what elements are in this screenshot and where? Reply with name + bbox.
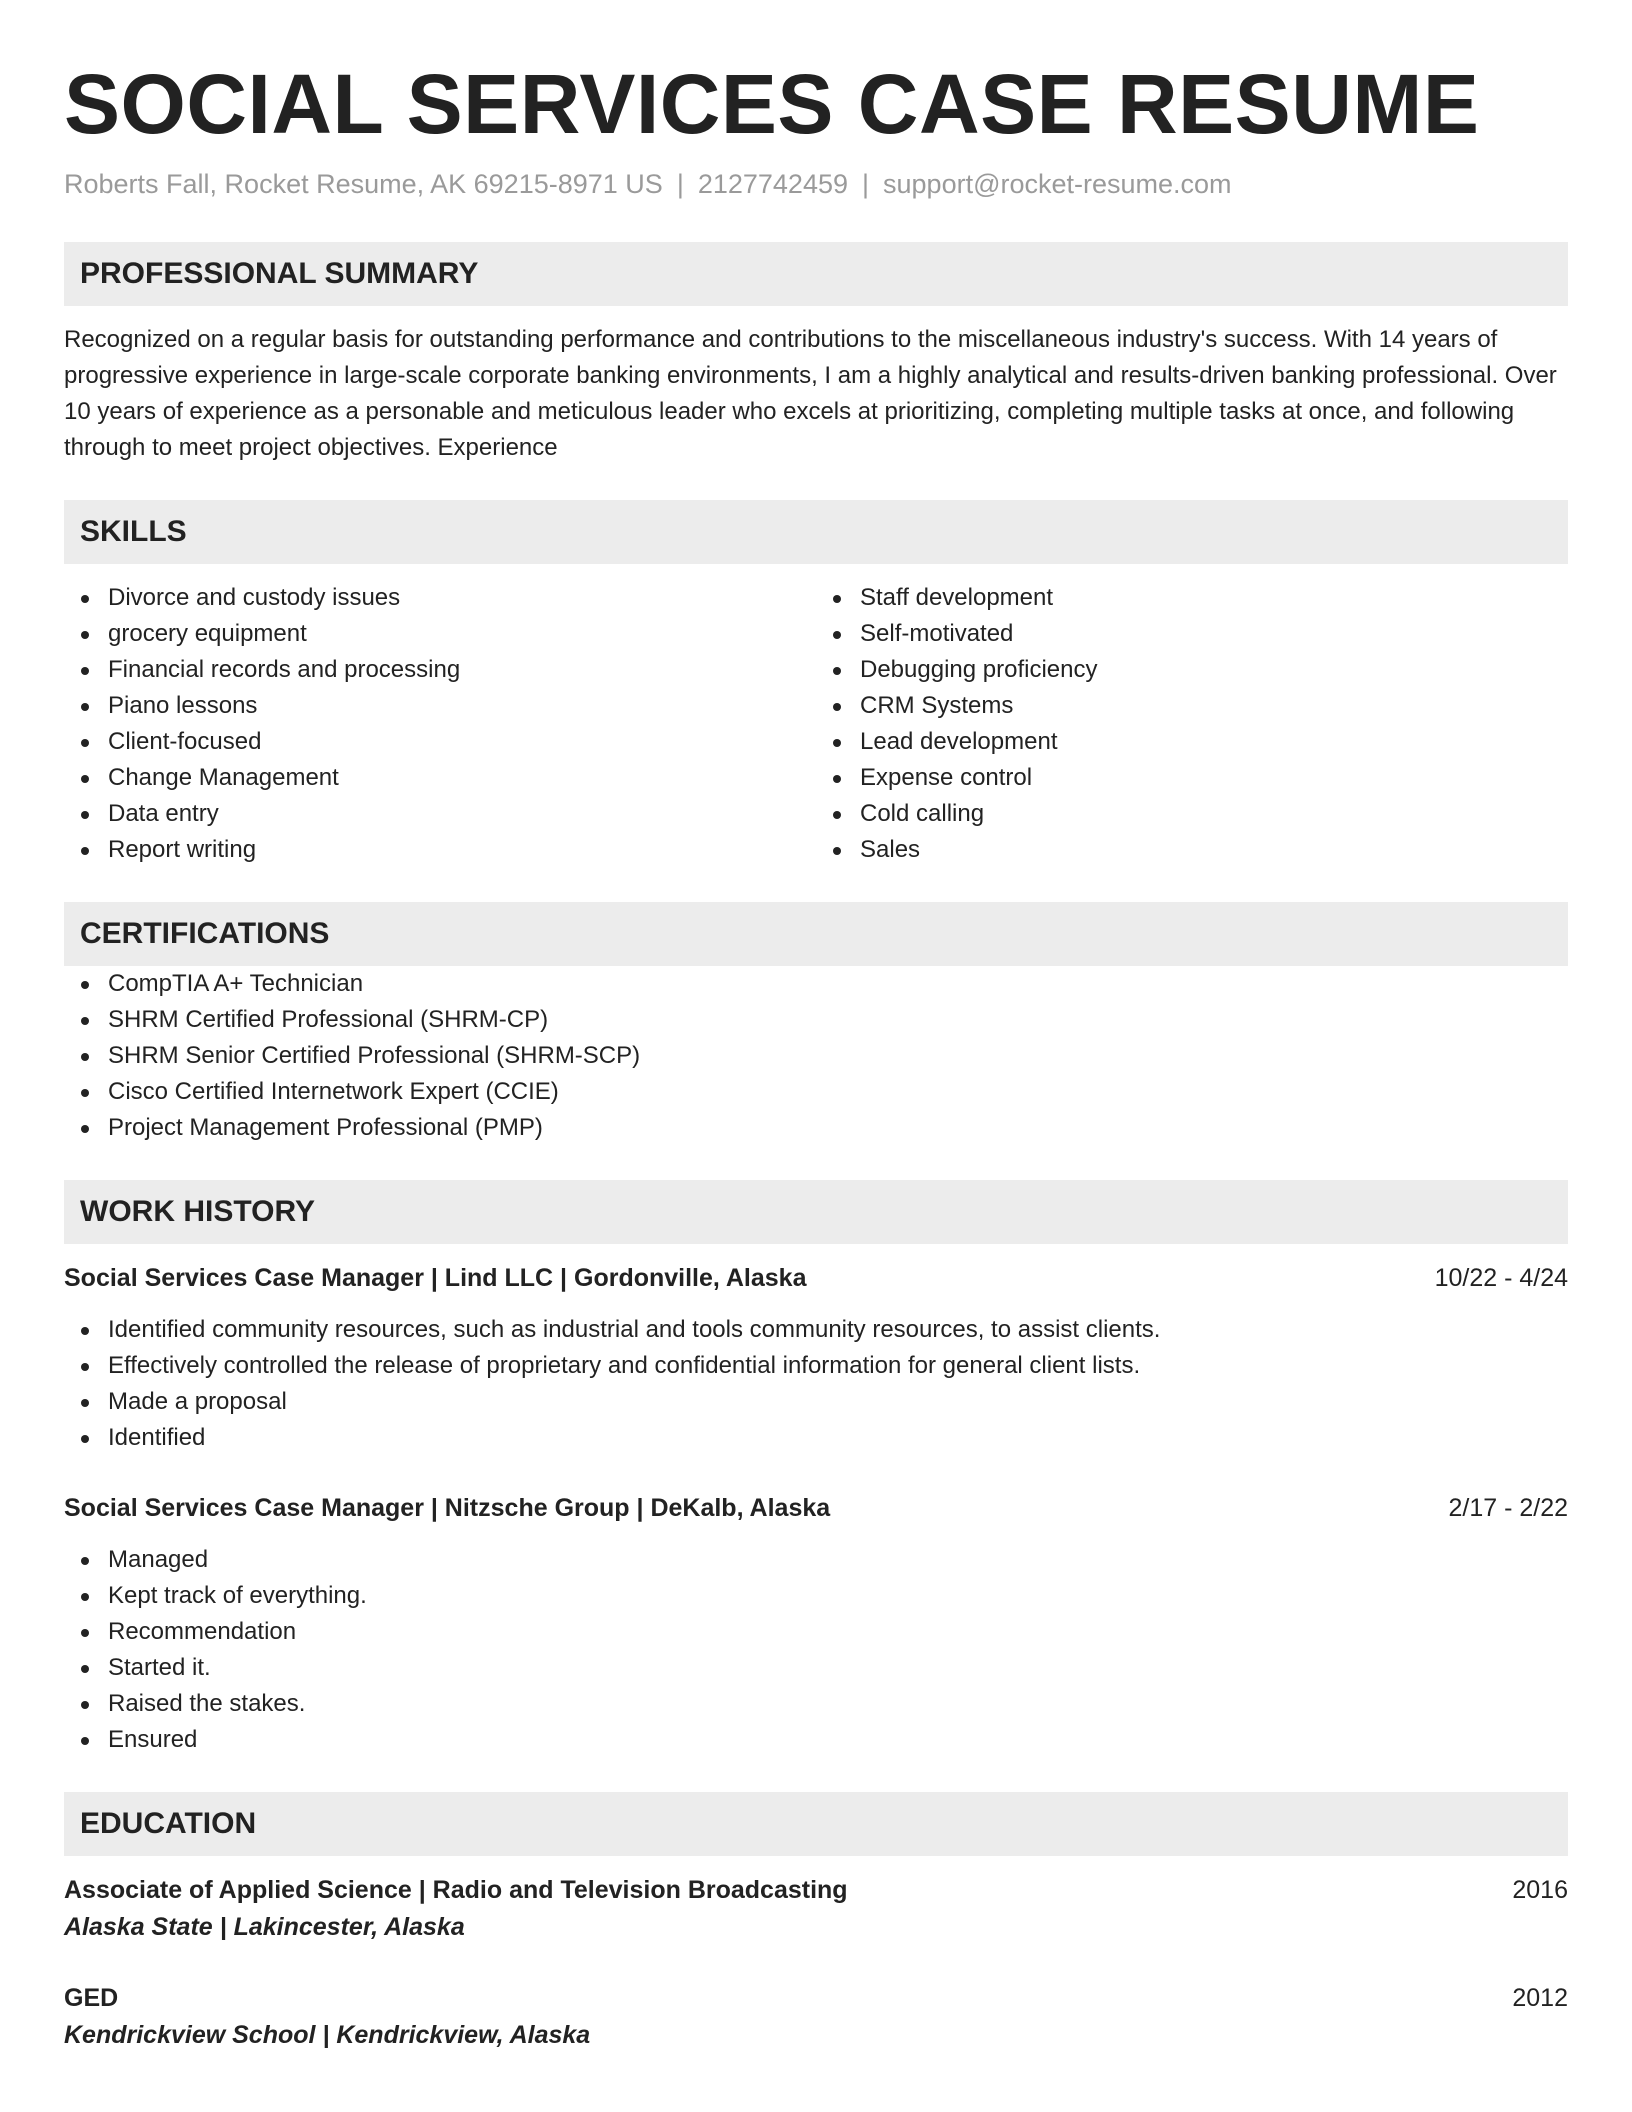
- skill-item: CRM Systems: [816, 688, 1568, 724]
- education-header: [64, 1872, 1568, 1908]
- certification-item: CompTIA A+ Technician: [64, 966, 1568, 1002]
- skill-item: Debugging proficiency: [816, 652, 1568, 688]
- skills-column-right: [816, 580, 1568, 868]
- education-entry: [64, 1980, 1568, 2054]
- contact-phone: 2127742459: [697, 169, 848, 199]
- work-history-section: [64, 1180, 1568, 1758]
- skill-item: Sales: [816, 832, 1568, 868]
- skill-item: Data entry: [64, 796, 816, 832]
- job-bullet: Effectively controlled the release of proprietary and confidential information for general client lists.: [64, 1348, 1568, 1384]
- certification-item: SHRM Certified Professional (SHRM-CP): [64, 1002, 1568, 1038]
- skills-columns: [64, 580, 1568, 868]
- job-bullets: [64, 1312, 1568, 1456]
- job-bullet: Kept track of everything.: [64, 1578, 1568, 1614]
- job-bullet: Made a proposal: [64, 1384, 1568, 1420]
- contact-address: Roberts Fall, Rocket Resume, AK 69215-8971 US: [64, 169, 663, 199]
- job-bullet: Ensured: [64, 1722, 1568, 1758]
- skills-column-left: [64, 580, 816, 868]
- job-bullet: Managed: [64, 1542, 1568, 1578]
- job-title: Social Services Case Manager | Nitzsche Group | DeKalb, Alaska: [64, 1494, 831, 1522]
- job-bullets: [64, 1542, 1568, 1758]
- education-header: [64, 1980, 1568, 2016]
- job-bullet: Raised the stakes.: [64, 1686, 1568, 1722]
- skill-item: Cold calling: [816, 796, 1568, 832]
- certifications-list: [64, 966, 1568, 1146]
- skill-item: Piano lessons: [64, 688, 816, 724]
- education-school: Kendrickview School | Kendrickview, Alaska: [64, 2021, 591, 2049]
- education-heading: EDUCATION: [64, 1792, 1568, 1856]
- skill-item: Expense control: [816, 760, 1568, 796]
- skill-item: Change Management: [64, 760, 816, 796]
- skill-item: grocery equipment: [64, 616, 816, 652]
- contact-line: [64, 166, 1568, 202]
- job-entry: [64, 1260, 1568, 1456]
- education-degree: GED: [64, 1984, 119, 2012]
- resume-title: SOCIAL SERVICES CASE RESUME: [64, 57, 1480, 151]
- education-school: Alaska State | Lakincester, Alaska: [64, 1913, 465, 1941]
- education-degree: Associate of Applied Science | Radio and Television Broadcasting: [64, 1876, 848, 1904]
- contact-separator: |: [676, 169, 684, 199]
- skill-item: Report writing: [64, 832, 816, 868]
- job-bullet: Started it.: [64, 1650, 1568, 1686]
- skill-item: Client-focused: [64, 724, 816, 760]
- job-bullet: Identified community resources, such as industrial and tools community resources, to assist clients.: [64, 1312, 1568, 1348]
- skills-section: [64, 500, 1568, 868]
- education-year: 2016: [1512, 1876, 1568, 1904]
- skills-heading: SKILLS: [64, 500, 1568, 564]
- job-dates: 10/22 - 4/24: [1434, 1264, 1568, 1292]
- skill-item: Divorce and custody issues: [64, 580, 816, 616]
- contact-email: support@rocket-resume.com: [883, 169, 1232, 199]
- education-section: [64, 1792, 1568, 2054]
- job-bullet: Recommendation: [64, 1614, 1568, 1650]
- certifications-section: [64, 902, 1568, 1146]
- job-bullet: Identified: [64, 1420, 1568, 1456]
- certifications-heading: CERTIFICATIONS: [64, 902, 1568, 966]
- education-year: 2012: [1512, 1984, 1568, 2012]
- contact-separator: |: [862, 169, 870, 199]
- certification-item: SHRM Senior Certified Professional (SHRM-SCP): [64, 1038, 1568, 1074]
- skill-item: Financial records and processing: [64, 652, 816, 688]
- skill-item: Self-motivated: [816, 616, 1568, 652]
- job-title: Social Services Case Manager | Lind LLC | Gordonville, Alaska: [64, 1264, 807, 1292]
- skill-item: Staff development: [816, 580, 1568, 616]
- summary-section: [64, 242, 1568, 466]
- certification-item: Cisco Certified Internetwork Expert (CCIE): [64, 1074, 1568, 1110]
- certification-item: Project Management Professional (PMP): [64, 1110, 1568, 1146]
- job-dates: 2/17 - 2/22: [1448, 1494, 1568, 1522]
- job-header: [64, 1260, 1568, 1296]
- summary-heading: PROFESSIONAL SUMMARY: [64, 242, 1568, 306]
- skill-item: Lead development: [816, 724, 1568, 760]
- work-history-heading: WORK HISTORY: [64, 1180, 1568, 1244]
- job-entry: [64, 1490, 1568, 1758]
- job-header: [64, 1490, 1568, 1526]
- summary-text: Recognized on a regular basis for outstanding performance and contributions to the miscellaneous industry's success. With 14 years of progressive experience in large-scale corporate banking environments, I am a highly analytical and results-driven banking professional. Over 10 years of experience as a personable and meticulous leader who excels at prioritizing, completing multiple tasks at once, and following through to meet project objectives. Experience: [64, 326, 1557, 461]
- education-entry: [64, 1872, 1568, 1946]
